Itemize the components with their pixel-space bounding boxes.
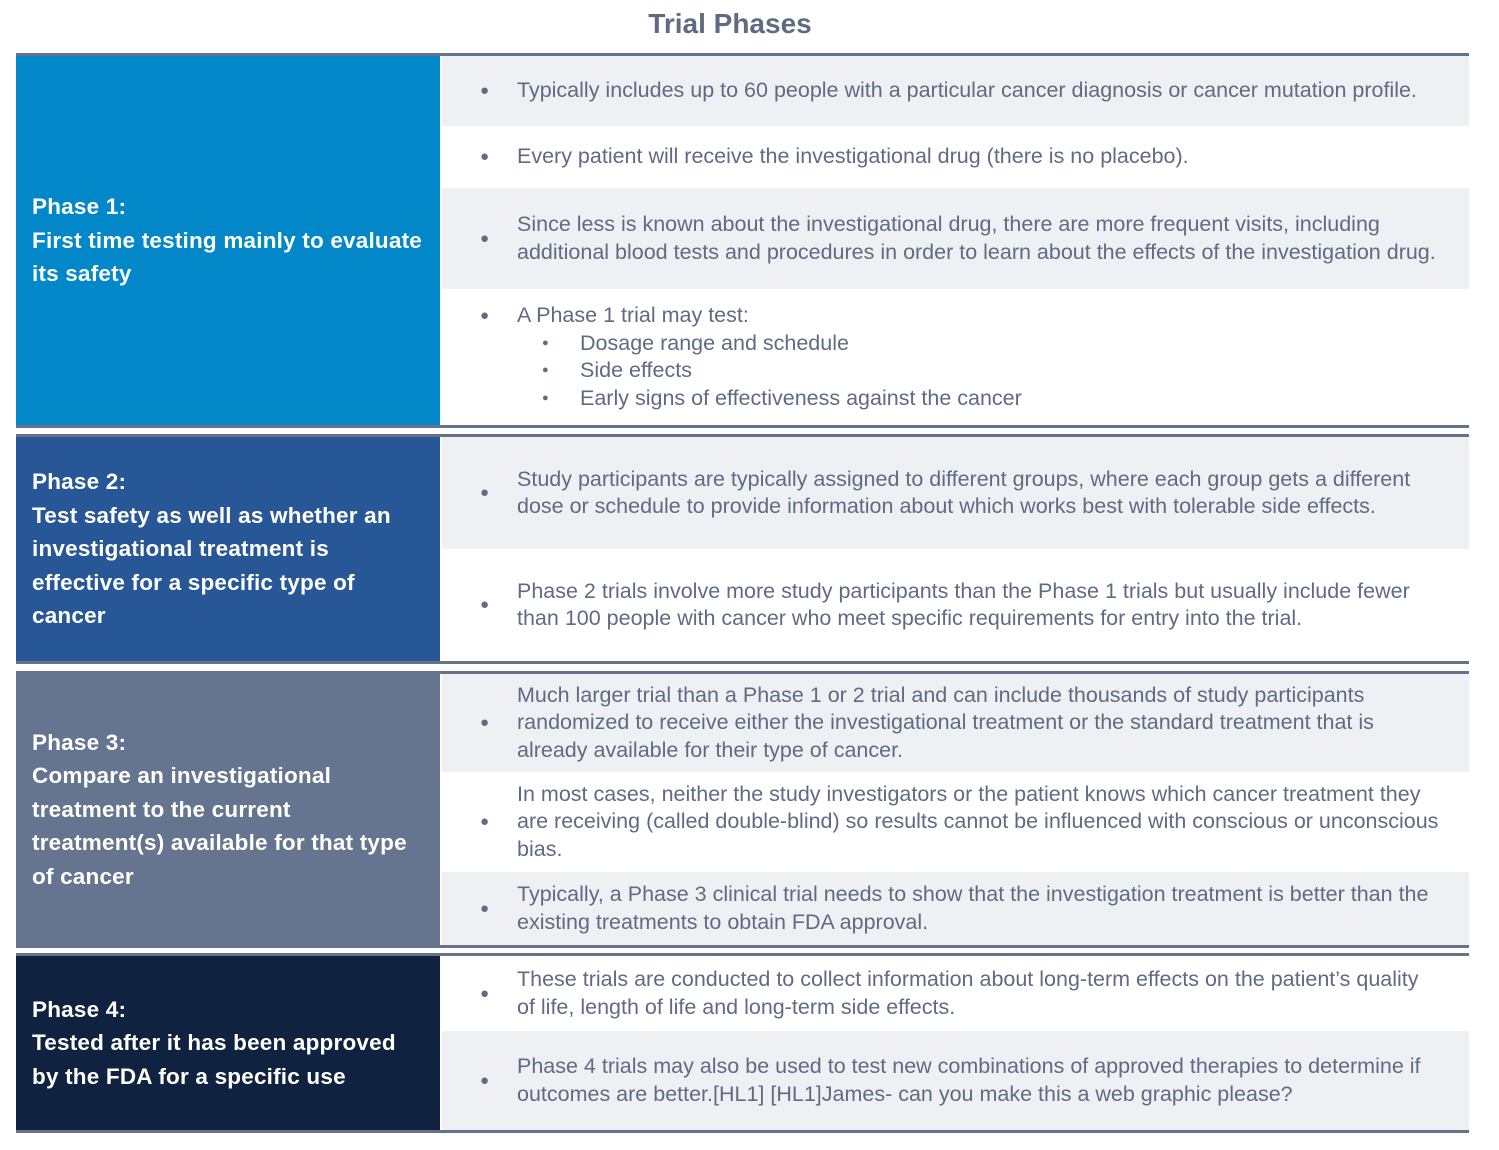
bullet-icon: ● [480, 148, 490, 166]
list-item [442, 549, 1469, 661]
phase-2-details [442, 437, 1469, 661]
page-title: Trial Phases [648, 8, 812, 39]
sub-bullet-icon: ● [542, 336, 549, 349]
phase-4-section [16, 953, 1469, 1133]
item-text: Since less is known about the investigational drug, there are more frequent visits, including additional blood tests and procedures in order to learn about the effects of the investigation drug. [517, 212, 1436, 264]
list-item [442, 289, 1469, 425]
phase-1-label: Phase 1: [32, 194, 127, 220]
list-item [442, 1031, 1469, 1130]
sub-item-text: Early signs of effectiveness against the cancer [580, 385, 1022, 410]
item-text: Typically, a Phase 3 clinical trial needs to show that the investigation treatment is better than the existing treatments to obtain FDA approval. [517, 882, 1429, 934]
phase-4-label: Phase 4: [32, 996, 127, 1022]
phase-1-section [16, 53, 1469, 428]
list-item [442, 772, 1469, 872]
phase-1-header [16, 56, 440, 425]
phase-4-details [442, 956, 1469, 1130]
item-text: In most cases, neither the study investigators or the patient knows which cancer treatment they are receiving (called double-blind) so results cannot be influenced with conscious or unconscious bias. [517, 781, 1439, 861]
list-item [442, 188, 1469, 289]
item-text: Phase 2 trials involve more study participants than the Phase 1 trials but usually include fewer than 100 people with cancer who meet specific requirements for entry into the trial. [517, 578, 1410, 630]
phase-2-section [16, 434, 1469, 664]
item-text: Typically includes up to 60 people with a particular cancer diagnosis or cancer mutation profile. [517, 78, 1417, 103]
bullet-icon: ● [480, 229, 490, 247]
phase-4-header [16, 956, 440, 1130]
list-item [442, 872, 1469, 945]
phase-1-description: First time testing mainly to evaluate its safety [32, 227, 422, 287]
item-text: Much larger trial than a Phase 1 or 2 trial and can include thousands of study participants randomized to receive either the investigational treatment or the standard treatment that is already available for their type of cancer. [517, 682, 1374, 762]
sub-bullet-icon: ● [542, 391, 549, 404]
sub-item-text: Side effects [580, 358, 692, 382]
sub-list-item [517, 330, 1439, 358]
phase-3-label: Phase 3: [32, 729, 127, 755]
phase-3-details [442, 674, 1469, 945]
item-text: These trials are conducted to collect information about long-term effects on the patient’s quality of life, length of life and long-term side effects. [517, 967, 1419, 1019]
list-item [442, 674, 1469, 772]
phase-3-description: Compare an investigational treatment to the current treatment(s) available for that type of cancer [32, 763, 407, 889]
sub-item-text: Dosage range and schedule [580, 330, 849, 355]
phase-3-section [16, 671, 1469, 948]
bullet-icon: ● [480, 1071, 490, 1089]
bullet-icon: ● [480, 813, 490, 831]
bullet-icon: ● [480, 596, 490, 614]
bullet-icon: ● [480, 899, 490, 917]
item-text: Phase 4 trials may also be used to test new combinations of approved therapies to determine if outcomes are better.[HL1] [HL1]James- can you make this a web graphic please? [517, 1054, 1421, 1106]
sub-bullet-icon: ● [542, 364, 549, 376]
phase-2-header [16, 437, 440, 661]
phase-1-details [442, 56, 1469, 425]
item-text: A Phase 1 trial may test: [517, 303, 749, 327]
list-item [442, 956, 1469, 1031]
sub-list-item [517, 357, 1439, 385]
phase-2-label: Phase 2: [32, 469, 127, 495]
bullet-icon: ● [480, 307, 490, 324]
list-item [442, 126, 1469, 188]
item-text: Every patient will receive the investigational drug (there is no placebo). [517, 144, 1189, 169]
bullet-icon: ● [480, 82, 490, 100]
item-text: Study participants are typically assigned to different groups, where each group gets a different dose or schedule to provide information about which works best with tolerable side effects. [517, 466, 1411, 518]
phase-2-description: Test safety as well as whether an investigational treatment is effective for a specific type of cancer [32, 502, 391, 629]
bullet-icon: ● [480, 984, 490, 1002]
list-item [442, 437, 1469, 549]
phase-4-description: Tested after it has been approved by the FDA for a specific use [32, 1030, 396, 1089]
list-item [442, 56, 1469, 126]
sub-list-item [517, 385, 1439, 413]
bullet-icon: ● [480, 714, 490, 732]
bullet-icon: ● [480, 484, 490, 502]
phase-3-header [16, 674, 440, 945]
